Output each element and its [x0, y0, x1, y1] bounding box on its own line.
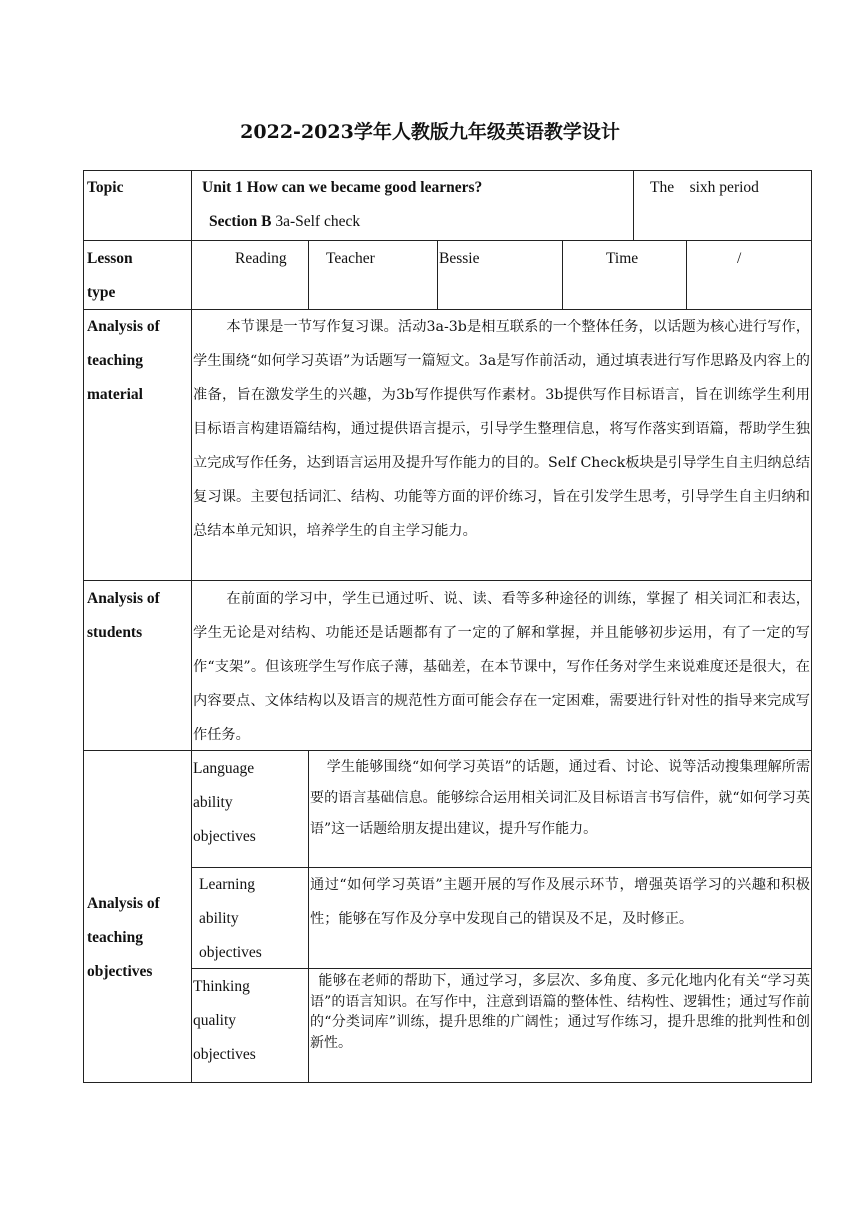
- time-value: /: [737, 250, 742, 267]
- document-title: 2022-2023学年人教版九年级英语教学设计: [240, 121, 620, 143]
- lesson-label-line2: type: [87, 284, 116, 301]
- time-value-cell: [686, 240, 812, 310]
- thinking-text: 能够在老师的帮助下，通过学习，多层次、多角度、多元化地内化有关“学习英语”的语言知识。在写作中，注意到语篇的整体性、结构性、逻辑性；通过写作前的“分类词库”训练，提升思维的广阔性；通过写作练习，提升思维的批判性和创新性。: [310, 973, 810, 1051]
- language-text: 学生能够围绕“如何学习英语”的话题，通过看、讨论、说等活动搜集理解所需要的语言基础信息。能够综合运用相关词汇及目标语言书写信件，就“如何学习英语”这一话题给朋友提出建议，提升写作能力。: [310, 759, 810, 837]
- students-label-line2: students: [87, 624, 143, 641]
- learning-label-line3: objectives: [199, 944, 262, 961]
- language-label-line2: ability: [193, 794, 233, 811]
- teacher-label: Teacher: [326, 250, 375, 267]
- material-label-line1: Analysis of: [87, 318, 160, 335]
- unit-title: Unit 1 How can we became good learners?: [202, 179, 483, 196]
- language-label-line3: objectives: [193, 828, 256, 845]
- students-label-line1: Analysis of: [87, 590, 160, 607]
- objectives-label-line1: Analysis of: [87, 895, 160, 912]
- learning-label-line2: ability: [199, 910, 239, 927]
- students-text: 在前面的学习中，学生已通过听、说、读、看等多种途径的训练，掌握了 相关词汇和表达，学生无论是对结构、功能还是话题都有了一定的了解和掌握，并且能够初步运用，有了一定的写作“支架”。但该班学生写作底子薄，基础差，在本节课中，写作任务对学生来说难度还是很大，在内容要点、文体结构以及语言的规范性方面可能会存在一定困难，需要进行针对性的指导来完成写作任务。: [193, 591, 810, 743]
- language-label-line1: Language: [193, 760, 255, 777]
- learning-text: 通过“如何学习英语”主题开展的写作及展示环节，增强英语学习的兴趣和积极性；能够在写作及分享中发现自己的错误及不足，及时修正。: [310, 877, 810, 927]
- thinking-label-line2: quality: [193, 1012, 237, 1029]
- thinking-label-line3: objectives: [193, 1046, 256, 1063]
- material-text: 本节课是一节写作复习课。活动3a-3b是相互联系的一个整体任务，以话题为核心进行写作，学生围绕“如何学习英语”为话题写一篇短文。3a是写作前活动，通过填表进行写作思路及内容上的准备，旨在激发学生的兴趣，为3b写作提供写作素材。3b提供写作目标语言，旨在训练学生利用目标语言构建语篇结构，通过提供语言提示，引导学生整理信息，将写作落实到语篇，帮助学生独立完成写作任务，达到语言运用及提升写作能力的目的。Self Check板块是引导学生自主归纳总结复习课。主要包括词汇、结构、功能等方面的评价练习，旨在引发学生思考，引导学生自主归纳和总结本单元知识，培养学生的自主学习能力。: [193, 319, 810, 539]
- learning-label-line1: Learning: [199, 876, 255, 893]
- section-line: [209, 205, 360, 239]
- section-range: 3a-Self check: [271, 213, 361, 230]
- period-text: The sixh period: [650, 179, 759, 196]
- topic-label: Topic: [87, 179, 124, 196]
- teacher-value: Bessie: [439, 250, 480, 267]
- material-label-line2: teaching: [87, 352, 143, 369]
- material-label-line3: material: [87, 386, 143, 403]
- time-label: Time: [606, 250, 639, 267]
- section-label: Section B: [209, 213, 272, 230]
- objectives-label-line3: objectives: [87, 963, 153, 980]
- objectives-label-line2: teaching: [87, 929, 143, 946]
- thinking-label-line1: Thinking: [193, 978, 250, 995]
- lesson-label-line1: Lesson: [87, 250, 133, 267]
- lesson-type-value: Reading: [235, 250, 287, 267]
